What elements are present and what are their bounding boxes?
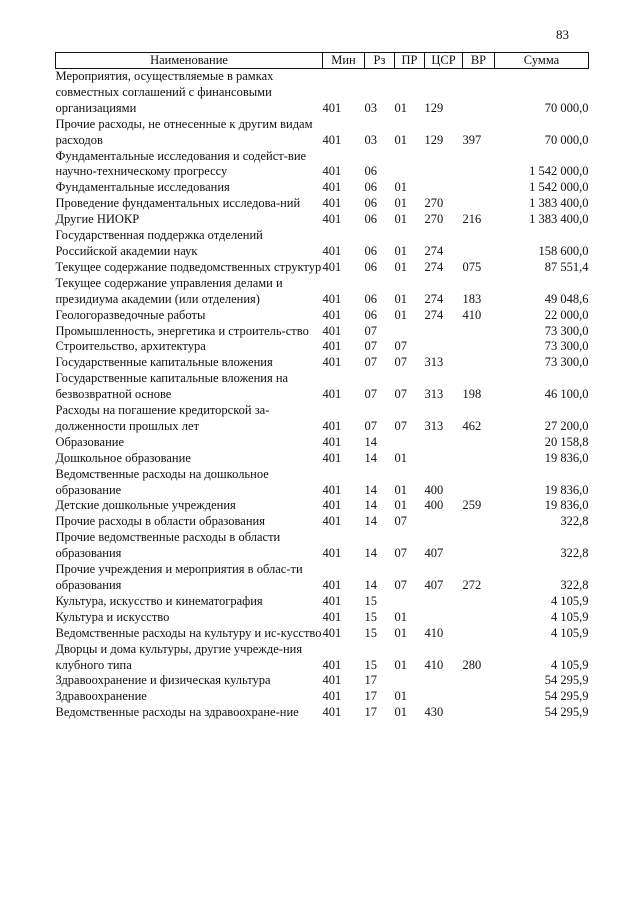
cell-sum: 54 295,9 <box>544 705 589 720</box>
cell-min: 401 <box>322 339 342 354</box>
cell-sum: 19 836,0 <box>544 482 589 497</box>
cell-csr <box>425 514 463 530</box>
cell-csr <box>425 673 463 689</box>
table-row <box>56 196 589 212</box>
cell-min: 401 <box>322 418 342 433</box>
cell-rz: 06 <box>364 180 377 195</box>
cell-vr <box>463 673 495 689</box>
table-row <box>56 308 589 324</box>
cell-name: Мероприятия, осуществляемые в рамках совместных соглашений с финансовыми организациями <box>55 69 274 115</box>
table-row <box>56 705 589 721</box>
cell-rz: 14 <box>364 578 377 592</box>
cell-sum: 87 551,4 <box>544 259 589 274</box>
cell-name: Промышленность, энергетика и строитель-ство <box>55 323 309 338</box>
cell-name: Другие НИОКР <box>55 212 140 227</box>
cell-sum: 70 000,0 <box>544 100 589 115</box>
table-row <box>56 673 589 689</box>
cell-rz: 14 <box>364 450 377 465</box>
cell-vr <box>463 339 495 355</box>
table-row <box>56 642 589 674</box>
cell-rz: 07 <box>364 387 377 402</box>
cell-name: Дворцы и дома культуры, другие учрежде-ния клубного типа <box>55 641 303 672</box>
table-row <box>56 689 589 705</box>
cell-min: 401 <box>322 100 342 115</box>
cell-sum: 1 383 400,0 <box>529 212 589 227</box>
cell-csr <box>425 339 463 355</box>
cell-sum: 20 158,8 <box>544 434 589 449</box>
cell-vr: 272 <box>462 578 482 592</box>
cell-vr <box>463 626 495 642</box>
cell-pr: 01 <box>394 132 407 147</box>
cell-min: 401 <box>322 164 342 179</box>
cell-min: 401 <box>322 132 342 147</box>
table-row <box>56 498 589 514</box>
cell-csr: 270 <box>424 196 444 211</box>
budget-table <box>55 52 589 721</box>
header-vr: ВР <box>463 53 495 69</box>
cell-sum: 19 836,0 <box>544 498 589 513</box>
cell-pr: 01 <box>394 212 407 227</box>
cell-pr: 01 <box>394 705 407 720</box>
cell-sum: 54 295,9 <box>544 673 589 688</box>
cell-csr: 400 <box>424 498 444 513</box>
cell-csr: 313 <box>424 418 444 433</box>
cell-name: Прочие учреждения и мероприятия в облас-ти образования <box>55 562 303 592</box>
cell-pr: 07 <box>394 578 407 592</box>
cell-pr: 07 <box>394 514 407 529</box>
cell-rz: 07 <box>364 323 377 338</box>
cell-csr <box>425 149 463 181</box>
cell-sum: 22 000,0 <box>544 307 589 322</box>
cell-csr: 410 <box>424 625 444 640</box>
cell-rz: 07 <box>364 355 377 370</box>
cell-min: 401 <box>322 578 342 592</box>
table-row <box>56 403 589 435</box>
cell-rz: 03 <box>364 132 377 147</box>
cell-rz: 03 <box>364 100 377 115</box>
cell-vr <box>463 149 495 181</box>
cell-min: 401 <box>322 593 342 608</box>
cell-sum: 1 542 000,0 <box>529 164 589 179</box>
header-name: Наименование <box>56 53 323 69</box>
cell-name: Текущее содержание управления делами и президиума академии (или отделения) <box>55 275 283 306</box>
header-min: Мин <box>323 53 365 69</box>
cell-csr: 410 <box>424 657 444 672</box>
header-rz: Рз <box>365 53 395 69</box>
cell-pr: 01 <box>394 609 407 624</box>
cell-csr: 129 <box>424 100 444 115</box>
cell-min: 401 <box>322 212 342 227</box>
cell-vr <box>463 196 495 212</box>
cell-sum: 322,8 <box>560 546 589 561</box>
cell-vr <box>463 451 495 467</box>
cell-rz: 07 <box>364 339 377 354</box>
table-row <box>56 371 589 403</box>
cell-csr <box>425 435 463 451</box>
table-row <box>56 355 589 371</box>
cell-pr: 01 <box>394 657 407 672</box>
cell-name: Государственные капитальные вложения на безвозвратной основе <box>55 371 289 402</box>
cell-vr <box>463 610 495 626</box>
cell-rz: 15 <box>364 593 377 608</box>
cell-rz: 06 <box>364 291 377 306</box>
cell-min: 401 <box>322 196 342 211</box>
table-row <box>56 212 589 228</box>
cell-pr: 01 <box>394 243 407 258</box>
cell-min: 401 <box>322 657 342 672</box>
cell-name: Проведение фундаментальных исследова-ний <box>55 196 301 211</box>
cell-rz: 06 <box>364 212 377 227</box>
cell-min: 401 <box>322 689 342 704</box>
cell-name: Ведомственные расходы на культуру и ис-кусство <box>55 625 322 640</box>
cell-csr: 129 <box>424 132 444 147</box>
cell-rz: 15 <box>364 625 377 640</box>
cell-sum: 73 300,0 <box>544 323 589 338</box>
cell-pr: 01 <box>394 307 407 322</box>
cell-rz: 06 <box>364 259 377 274</box>
cell-name: Культура и искусство <box>55 609 170 624</box>
table-body <box>56 69 589 722</box>
cell-vr <box>463 324 495 340</box>
cell-name: Ведомственные расходы на здравоохране-ние <box>55 705 299 720</box>
cell-csr: 274 <box>424 291 444 306</box>
cell-vr <box>463 689 495 705</box>
table-row <box>56 594 589 610</box>
cell-pr: 01 <box>394 498 407 513</box>
cell-vr <box>463 705 495 721</box>
cell-pr: 01 <box>394 625 407 640</box>
cell-name: Здравоохранение <box>55 689 147 704</box>
cell-sum: 49 048,6 <box>544 291 589 306</box>
table-row <box>56 276 589 308</box>
cell-name: Образование <box>55 434 125 449</box>
cell-pr: 07 <box>394 546 407 561</box>
cell-name: Ведомственные расходы на дошкольное образование <box>55 466 269 497</box>
cell-min: 401 <box>322 609 342 624</box>
cell-name: Культура, искусство и кинематография <box>55 593 263 608</box>
cell-sum: 158 600,0 <box>538 243 589 258</box>
cell-min: 401 <box>322 498 342 513</box>
cell-vr: 397 <box>462 132 482 147</box>
cell-vr <box>463 228 495 260</box>
cell-csr: 407 <box>424 546 444 561</box>
header-sum: Сумма <box>495 53 589 69</box>
cell-sum: 73 300,0 <box>544 355 589 370</box>
cell-csr <box>425 610 463 626</box>
cell-vr: 183 <box>462 291 482 306</box>
cell-sum: 4 105,9 <box>551 625 589 640</box>
cell-min: 401 <box>322 259 342 274</box>
cell-rz: 14 <box>364 498 377 513</box>
cell-pr: 01 <box>394 689 407 704</box>
cell-min: 401 <box>322 625 342 640</box>
cell-rz: 14 <box>364 514 377 529</box>
cell-pr: 07 <box>394 355 407 370</box>
cell-pr <box>395 435 425 451</box>
cell-min: 401 <box>322 673 342 688</box>
cell-csr: 313 <box>424 355 444 370</box>
table-row <box>56 451 589 467</box>
cell-sum: 4 105,9 <box>551 593 589 608</box>
cell-csr: 274 <box>424 259 444 274</box>
table-row <box>56 180 589 196</box>
cell-vr <box>463 355 495 371</box>
cell-sum: 73 300,0 <box>544 339 589 354</box>
cell-csr <box>425 324 463 340</box>
cell-vr <box>463 594 495 610</box>
cell-vr <box>463 514 495 530</box>
header-pr: ПР <box>395 53 425 69</box>
cell-pr: 01 <box>394 450 407 465</box>
cell-pr: 01 <box>394 196 407 211</box>
cell-csr <box>425 451 463 467</box>
cell-csr: 430 <box>424 705 444 720</box>
cell-sum: 4 105,9 <box>551 657 589 672</box>
cell-vr: 410 <box>462 307 482 322</box>
cell-min: 401 <box>322 307 342 322</box>
cell-sum: 54 295,9 <box>544 689 589 704</box>
cell-rz: 07 <box>364 418 377 433</box>
cell-name: Геологоразведочные работы <box>55 307 206 322</box>
cell-name: Прочие ведомственные расходы в области образования <box>55 530 281 561</box>
cell-pr <box>395 594 425 610</box>
table-row <box>56 626 589 642</box>
cell-csr: 274 <box>424 307 444 322</box>
cell-sum: 46 100,0 <box>544 387 589 402</box>
cell-pr: 01 <box>394 180 407 195</box>
cell-name: Текущее содержание подведомственных структур <box>55 259 322 274</box>
cell-rz: 17 <box>364 705 377 720</box>
cell-csr: 313 <box>424 387 444 402</box>
cell-vr: 075 <box>462 259 482 274</box>
page-number: 83 <box>556 27 569 42</box>
table-row <box>56 467 589 499</box>
cell-sum: 4 105,9 <box>551 609 589 624</box>
cell-name: Государственные капитальные вложения <box>55 355 273 370</box>
cell-rz: 06 <box>364 307 377 322</box>
cell-pr <box>395 673 425 689</box>
cell-name: Фундаментальные исследования и содейст-вие научно-техническому прогрессу <box>55 148 307 179</box>
cell-vr <box>463 530 495 562</box>
cell-name: Детские дошкольные учреждения <box>55 498 236 513</box>
cell-rz: 06 <box>364 164 377 179</box>
cell-min: 401 <box>322 514 342 529</box>
cell-csr <box>425 594 463 610</box>
cell-rz: 15 <box>364 657 377 672</box>
cell-vr <box>463 180 495 196</box>
cell-vr: 259 <box>462 498 482 513</box>
cell-vr <box>463 435 495 451</box>
cell-csr <box>425 689 463 705</box>
cell-name: Здравоохранение и физическая культура <box>55 673 271 688</box>
table-row <box>56 339 589 355</box>
cell-min: 401 <box>322 291 342 306</box>
cell-min: 401 <box>322 323 342 338</box>
cell-vr: 462 <box>462 418 482 433</box>
cell-min: 401 <box>322 180 342 195</box>
cell-sum: 1 383 400,0 <box>529 196 589 211</box>
cell-rz: 17 <box>364 673 377 688</box>
cell-pr: 01 <box>394 291 407 306</box>
table-row <box>56 514 589 530</box>
cell-pr: 01 <box>394 100 407 115</box>
cell-rz: 17 <box>364 689 377 704</box>
table-row <box>56 117 589 149</box>
cell-sum: 70 000,0 <box>544 132 589 147</box>
cell-sum: 19 836,0 <box>544 450 589 465</box>
table-row <box>56 435 589 451</box>
table-row <box>56 149 589 181</box>
cell-sum: 27 200,0 <box>544 418 589 433</box>
cell-pr: 01 <box>394 482 407 497</box>
cell-rz: 14 <box>364 434 377 449</box>
cell-pr: 07 <box>394 418 407 433</box>
cell-rz: 14 <box>364 546 377 561</box>
cell-vr <box>463 467 495 499</box>
table-row <box>56 228 589 260</box>
cell-min: 401 <box>322 705 342 720</box>
cell-csr: 270 <box>424 212 444 227</box>
cell-pr: 07 <box>394 339 407 354</box>
table-row <box>56 324 589 340</box>
cell-pr: 07 <box>394 387 407 402</box>
cell-name: Прочие расходы, не отнесенные к другим видам расходов <box>55 116 313 147</box>
cell-pr <box>395 149 425 181</box>
cell-name: Государственная поддержка отделений Российской академии наук <box>55 228 263 258</box>
table-row <box>56 260 589 276</box>
cell-sum: 322,8 <box>560 578 589 592</box>
cell-min: 401 <box>322 243 342 258</box>
cell-vr: 198 <box>462 387 482 402</box>
cell-rz: 06 <box>364 243 377 258</box>
cell-rz: 14 <box>364 482 377 497</box>
cell-name: Прочие расходы в области образования <box>55 514 265 529</box>
cell-sum: 1 542 000,0 <box>529 180 589 195</box>
table-row <box>56 530 589 562</box>
cell-rz: 06 <box>364 196 377 211</box>
cell-pr: 01 <box>394 259 407 274</box>
cell-min: 401 <box>322 450 342 465</box>
cell-vr <box>463 69 495 117</box>
cell-pr <box>395 324 425 340</box>
table-header <box>56 53 589 69</box>
table-row <box>56 69 589 117</box>
cell-name: Дошкольное образование <box>55 450 191 465</box>
cell-sum: 322,8 <box>560 514 589 529</box>
cell-vr: 280 <box>462 657 482 672</box>
cell-vr: 216 <box>462 212 482 227</box>
cell-min: 401 <box>322 387 342 402</box>
table-row <box>56 562 589 594</box>
cell-name: Строительство, архитектура <box>55 339 206 354</box>
cell-csr: 407 <box>424 578 444 592</box>
cell-csr: 400 <box>424 482 444 497</box>
cell-name: Расходы на погашение кредиторской за-долженности прошлых лет <box>55 403 270 433</box>
cell-min: 401 <box>322 482 342 497</box>
table-row <box>56 610 589 626</box>
cell-min: 401 <box>322 546 342 561</box>
cell-rz: 15 <box>364 609 377 624</box>
cell-name: Фундаментальные исследования <box>55 180 230 195</box>
cell-min: 401 <box>322 434 342 449</box>
cell-csr <box>425 180 463 196</box>
header-csr: ЦСР <box>425 53 463 69</box>
cell-csr: 274 <box>424 243 444 258</box>
cell-min: 401 <box>322 355 342 370</box>
